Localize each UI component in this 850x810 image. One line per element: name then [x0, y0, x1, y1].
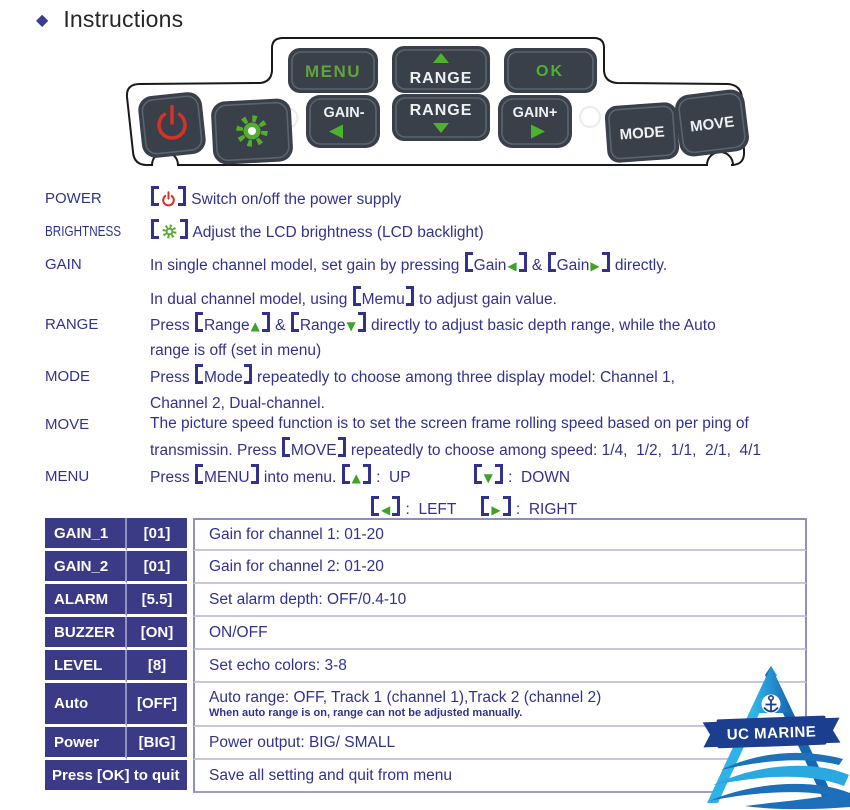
text-segment: : RIGHT: [511, 501, 578, 518]
text-segment: Gain: [556, 257, 590, 274]
arrow-left-icon: ◀: [381, 503, 391, 517]
ok-button-label: OK: [536, 63, 564, 80]
uc-marine-logo: [693, 660, 850, 810]
text-segment: &: [527, 257, 547, 274]
instruction-body: [150, 252, 825, 312]
panel-button-mode: [604, 102, 680, 164]
text-segment: In single channel model, set gain by pressing: [150, 257, 464, 274]
text-segment: Switch on/off the power supply: [187, 191, 402, 208]
table-cell-name: BUZZER: [45, 617, 127, 650]
bracket-open-icon: [282, 437, 290, 457]
bracket-close-icon: [392, 496, 400, 516]
table-row: [45, 518, 807, 551]
table-description-text: Gain for channel 2: 01-20: [209, 557, 384, 575]
bracket-close-icon: [178, 186, 186, 206]
instruction-line: [150, 464, 825, 490]
text-segment: Mode: [203, 369, 243, 386]
text-segment: Channel 2, Dual-channel.: [150, 395, 325, 412]
bracket-close-icon: [406, 286, 414, 306]
bracket-close-icon: [519, 252, 527, 272]
bracket-close-icon: [358, 312, 366, 332]
instructions-list: [45, 184, 825, 520]
bracket-close-icon: [602, 252, 610, 272]
bracket-close-icon: [262, 312, 270, 332]
panel-button-move: [673, 88, 750, 158]
spacer: [411, 481, 473, 482]
instruction-line: [150, 412, 825, 436]
table-cell-name: LEVEL: [45, 650, 127, 683]
instruction-label: POWER: [45, 190, 102, 207]
text-segment: directly to adjust basic depth range, while the Auto: [366, 317, 716, 334]
bracket-open-icon: [548, 252, 556, 272]
table-cell-name: GAIN_1: [45, 518, 127, 551]
bracket-open-icon: [195, 312, 203, 332]
table-cell-value: [BIG]: [127, 727, 187, 760]
instruction-label: MENU: [45, 468, 90, 485]
text-segment: into menu.: [259, 469, 341, 486]
text-segment: Press: [150, 369, 194, 386]
text-segment: Gain: [473, 257, 507, 274]
menu-button-label: MENU: [304, 62, 362, 81]
text-segment: MENU: [203, 469, 250, 486]
table-row: [45, 584, 807, 617]
instruction-body: [150, 219, 825, 248]
instruction-label: [45, 219, 150, 248]
text-segment: repeatedly to choose among speed: 1/4, 1/2, 1/1, 2/1, 4/1: [346, 442, 762, 459]
bracket-open-icon: [342, 464, 350, 484]
text-segment: transmissin. Press: [150, 442, 281, 459]
text-segment: Memu: [361, 291, 405, 308]
instruction-line: [150, 437, 825, 463]
arrow-down-icon: ▼: [346, 319, 356, 333]
bracket-open-icon: [465, 252, 473, 272]
table-cell-description: [193, 551, 807, 584]
table-cell-value: [01]: [127, 518, 187, 551]
text-segment: Range: [299, 317, 346, 334]
bracket-open-icon: [474, 464, 482, 484]
panel-button-gain-plus: [498, 95, 572, 148]
arrow-down-icon: ▼: [483, 471, 493, 485]
table-row: [45, 551, 807, 584]
text-segment: range is off (set in menu): [150, 342, 322, 359]
bracket-close-icon: [495, 464, 503, 484]
instruction-body: [150, 364, 825, 416]
text-segment: directly.: [610, 257, 668, 274]
arrow-up-icon: ▲: [351, 471, 361, 485]
text-segment: : DOWN: [503, 469, 571, 486]
panel-button-ok: [504, 48, 597, 93]
instruction-line: [150, 252, 825, 278]
bracket-open-icon: [151, 186, 159, 206]
bracket-open-icon: [481, 496, 489, 516]
instruction-row-power: [45, 186, 825, 215]
text-segment: &: [270, 317, 290, 334]
panel-button-menu: [288, 48, 378, 93]
brightness-gear-icon: [161, 223, 178, 248]
instruction-row-brightness: [45, 219, 825, 248]
power-icon: [161, 191, 176, 215]
table-cell-description: [193, 584, 807, 617]
instruction-label-text: BRIGHTNESS: [45, 223, 122, 240]
table-cell-name: ALARM: [45, 584, 127, 617]
text-segment: Press: [150, 317, 194, 334]
instruction-line: [150, 312, 825, 338]
text-segment: repeatedly to choose among three display model: Channel 1,: [252, 369, 675, 386]
text-segment: Press: [150, 469, 194, 486]
instruction-label: MODE: [45, 368, 90, 385]
text-segment: Range: [203, 317, 250, 334]
instruction-row-gain: [45, 252, 825, 312]
table-description-text: Set echo colors: 3-8: [209, 656, 347, 674]
diamond-bullet-icon: ◆: [36, 10, 49, 29]
text-segment: MOVE: [290, 442, 337, 459]
arrow-right-icon: ▶: [491, 503, 501, 517]
panel-button-gain-minus: [306, 95, 380, 148]
gain-plus-button-label: GAIN+: [512, 105, 558, 121]
table-cell-name: Press [OK] to quit: [45, 760, 187, 793]
spacer: [456, 513, 480, 514]
section-title-text: Instructions: [63, 6, 184, 32]
range-up-button-label: RANGE: [409, 70, 473, 87]
table-cell-description: [193, 518, 807, 551]
bracket-open-icon: [151, 219, 159, 239]
gain-minus-button-label: GAIN-: [323, 105, 365, 121]
instruction-body: [150, 312, 825, 363]
instruction-body: [150, 412, 825, 463]
logo-banner: [703, 715, 841, 749]
bracket-close-icon: [338, 437, 346, 457]
text-segment: In dual channel model, using: [150, 291, 352, 308]
text-segment: : UP: [371, 469, 411, 486]
move-button-label: MOVE: [689, 113, 736, 136]
table-description-text: Auto range: OFF, Track 1 (channel 1),Track 2 (channel 2): [209, 689, 602, 706]
instruction-label: RANGE: [45, 316, 99, 333]
table-cell-value: [01]: [127, 551, 187, 584]
table-description-text: ON/OFF: [209, 623, 268, 641]
table-description-text: Save all setting and quit from menu: [209, 766, 452, 784]
control-panel-illustration: [0, 22, 850, 178]
text-segment: Adjust the LCD brightness (LCD backlight): [189, 224, 484, 241]
instruction-line: [150, 364, 825, 390]
mode-button-label: MODE: [619, 123, 666, 144]
instruction-row-range: [45, 312, 825, 363]
instruction-body: [150, 186, 825, 215]
bracket-close-icon: [244, 364, 252, 384]
table-description-text: Gain for channel 1: 01-20: [209, 525, 384, 543]
instruction-body: [150, 464, 825, 522]
bracket-open-icon: [291, 312, 299, 332]
panel-button-range-down: [392, 94, 490, 141]
bracket-open-icon: [195, 364, 203, 384]
instruction-line: [150, 186, 825, 215]
table-cell-value: [5.5]: [127, 584, 187, 617]
table-cell-name: Power: [45, 727, 127, 760]
table-cell-name: GAIN_2: [45, 551, 127, 584]
arrow-up-icon: ▲: [250, 319, 260, 333]
instruction-line: [150, 286, 825, 312]
instruction-label: GAIN: [45, 256, 82, 273]
table-cell-description: [193, 617, 807, 650]
bracket-close-icon: [251, 464, 259, 484]
table-cell-name: Auto: [45, 683, 127, 727]
instruction-row-move: [45, 412, 825, 463]
bracket-open-icon: [195, 464, 203, 484]
bracket-close-icon: [503, 496, 511, 516]
instruction-label: MOVE: [45, 416, 90, 433]
table-cell-value: [ON]: [127, 617, 187, 650]
panel-button-power: [137, 91, 207, 159]
range-down-button-label: RANGE: [409, 102, 473, 119]
table-cell-value: [OFF]: [127, 683, 187, 727]
table-row: [45, 617, 807, 650]
text-segment: The picture speed function is to set the screen frame rolling speed based on per ping of: [150, 415, 749, 432]
table-cell-value: [8]: [127, 650, 187, 683]
arrow-left-icon: ◀: [507, 259, 517, 273]
text-segment: : LEFT: [401, 501, 457, 518]
table-description-text: Power output: BIG/ SMALL: [209, 733, 396, 751]
bracket-close-icon: [363, 464, 371, 484]
logo-text: UC MARINE: [726, 723, 817, 744]
instruction-row-mode: [45, 364, 825, 416]
arrow-right-icon: ▶: [590, 259, 600, 273]
panel-button-range-up: [392, 46, 490, 93]
bracket-open-icon: [353, 286, 361, 306]
instruction-row-menu: [45, 464, 825, 522]
text-segment: to adjust gain value.: [414, 291, 557, 308]
bracket-open-icon: [371, 496, 379, 516]
panel-button-brightness: [210, 98, 293, 165]
instruction-line: [150, 219, 825, 248]
bracket-close-icon: [180, 219, 188, 239]
instruction-line: [150, 339, 825, 363]
table-description-subtext: When auto range is on, range can not be adjusted manually.: [209, 707, 523, 719]
spacer: [150, 513, 370, 514]
table-description-text: Set alarm depth: OFF/0.4-10: [209, 590, 407, 608]
